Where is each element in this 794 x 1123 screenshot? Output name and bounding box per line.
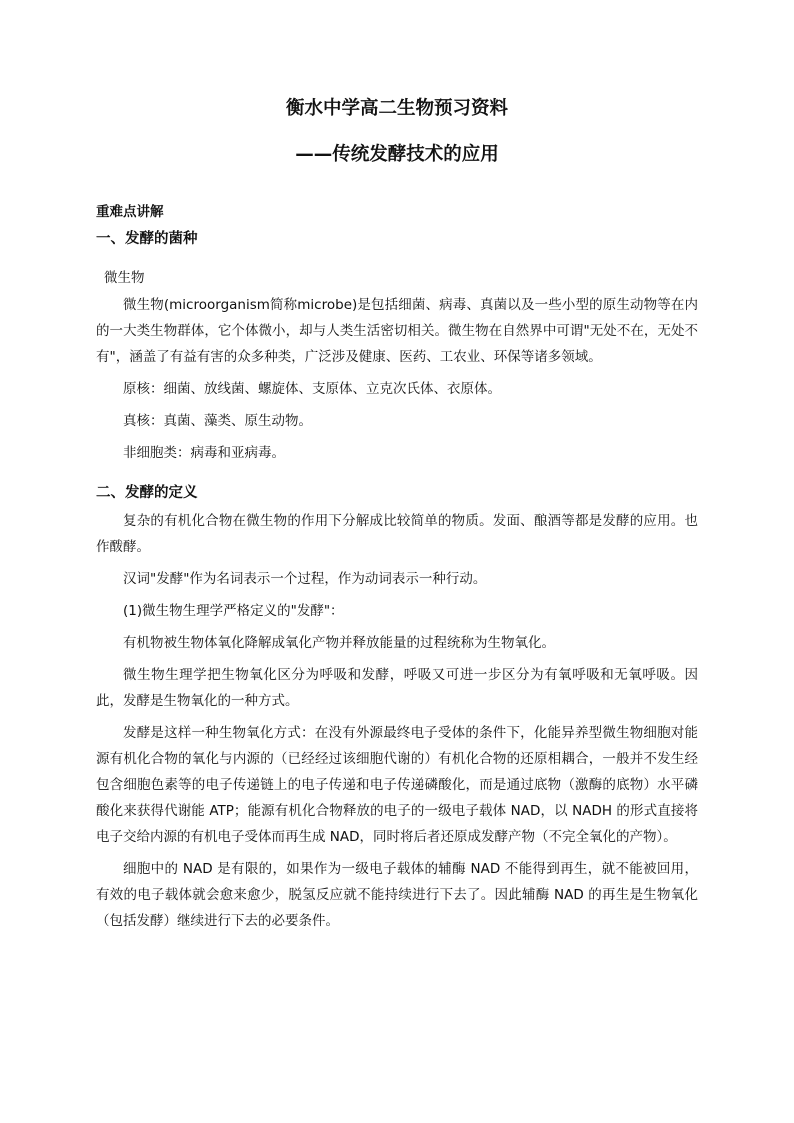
section-heading: 一、发酵的菌种	[96, 231, 198, 247]
section-heading: 二、发酵的定义	[96, 485, 198, 501]
section-fermentation-strains	[96, 228, 698, 466]
section-fermentation-definition	[96, 482, 698, 934]
paragraph: 发酵是这样一种生物氧化方式：在没有外源最终电子受体的条件下，化能异养型微生物细胞对能源有机化合物的氧化与内源的（已经经过该细胞代谢的）有机化合物的还原相耦合，一般并不发生经包含细胞色素等的电子传递链上的电子传递和电子传递磷酸化，而是通过底物（激酶的底物）水平磷酸化来获得代谢能 ATP；能源有机化合物释放的电子的一级电子载体 NAD，以 NADH 的形式直接将电子交给内源的有机电子受体而再生成 NAD，同时将后者还原成发酵产物（不完全氧化的产物）。	[96, 725, 698, 845]
key-points-label: 重难点讲解	[96, 204, 164, 220]
paragraph: 原核：细菌、放线菌、螺旋体、支原体、立克次氏体、衣原体。	[123, 381, 501, 397]
paragraph: 真核：真菌、藻类、原生动物。	[123, 413, 312, 429]
paragraph: 非细胞类：病毒和亚病毒。	[123, 445, 285, 461]
paragraph: 细胞中的 NAD 是有限的，如果作为一级电子载体的辅酶 NAD 不能得到再生，就不能被回用，有效的电子载体就会愈来愈少，脱氢反应就不能持续进行下去了。因此辅酶 NAD 的再生是生物氧化（包括发酵）继续进行下去的必要条件。	[96, 861, 698, 929]
paragraph: 汉词"发酵"作为名词表示一个过程，作为动词表示一种行动。	[123, 571, 487, 587]
document-subtitle: ——传统发酵技术的应用	[295, 144, 499, 165]
paragraph: (1)微生物生理学严格定义的"发酵"：	[123, 603, 344, 619]
document-title: 衡水中学高二生物预习资料	[285, 98, 508, 119]
section-lead: 微生物	[104, 270, 145, 286]
paragraph: 复杂的有机化合物在微生物的作用下分解成比较简单的物质。发面、酿酒等都是发酵的应用。也作酦酵。	[96, 513, 698, 555]
paragraph: 微生物(microorganism简称microbe)是包括细菌、病毒、真菌以及一些小型的原生动物等在内的一大类生物群体，它个体微小，却与人类生活密切相关。微生物在自然界中可谓"无处不在，无处不有"，涵盖了有益有害的众多种类，广泛涉及健康、医药、工农业、环保等诸多领域。	[96, 297, 698, 365]
paragraph: 微生物生理学把生物氧化区分为呼吸和发酵，呼吸又可进一步区分为有氧呼吸和无氧呼吸。因此，发酵是生物氧化的一种方式。	[96, 667, 698, 709]
paragraph: 有机物被生物体氧化降解成氧化产物并释放能量的过程统称为生物氧化。	[123, 635, 555, 651]
